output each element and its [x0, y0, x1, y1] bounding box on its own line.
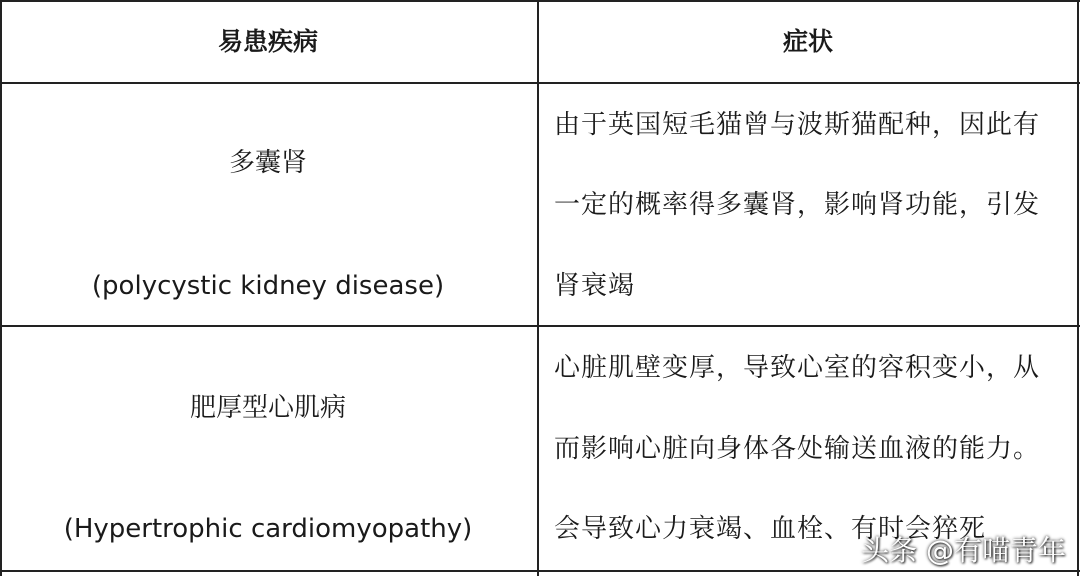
symptom-line: 由于英国短毛猫曾与波斯猫配种，因此有 — [554, 110, 1041, 140]
row-divider — [0, 325, 1080, 327]
symptom-line: 肾衰竭 — [554, 271, 636, 301]
disease-name-cn: 多囊肾 — [228, 148, 308, 178]
disease-name-cn: 肥厚型心肌病 — [189, 393, 347, 423]
symptom-line: 会导致心力衰竭、血栓、有时会猝死 — [554, 514, 987, 544]
disease-name-en: (polycystic kidney disease) — [91, 271, 445, 301]
table-border-left — [0, 0, 2, 576]
table-border-bottom — [0, 570, 1080, 572]
header-divider — [0, 82, 1080, 84]
column-divider — [537, 0, 539, 576]
disease-name-en: (Hypertrophic cardiomyopathy) — [63, 514, 473, 544]
watermark: 头条 @有喵青年 — [861, 534, 1066, 567]
table-border-right — [1077, 0, 1079, 576]
symptom-line: 心脏肌壁变厚，导致心室的容积变小，从 — [554, 353, 1041, 383]
table-border-top — [0, 0, 1080, 2]
symptom-line: 一定的概率得多囊肾，影响肾功能，引发 — [554, 190, 1041, 220]
symptom-line: 而影响心脏向身体各处输送血液的能力。 — [554, 434, 1041, 464]
header-disease: 易患疾病 — [217, 27, 319, 56]
header-symptom: 症状 — [782, 27, 834, 56]
